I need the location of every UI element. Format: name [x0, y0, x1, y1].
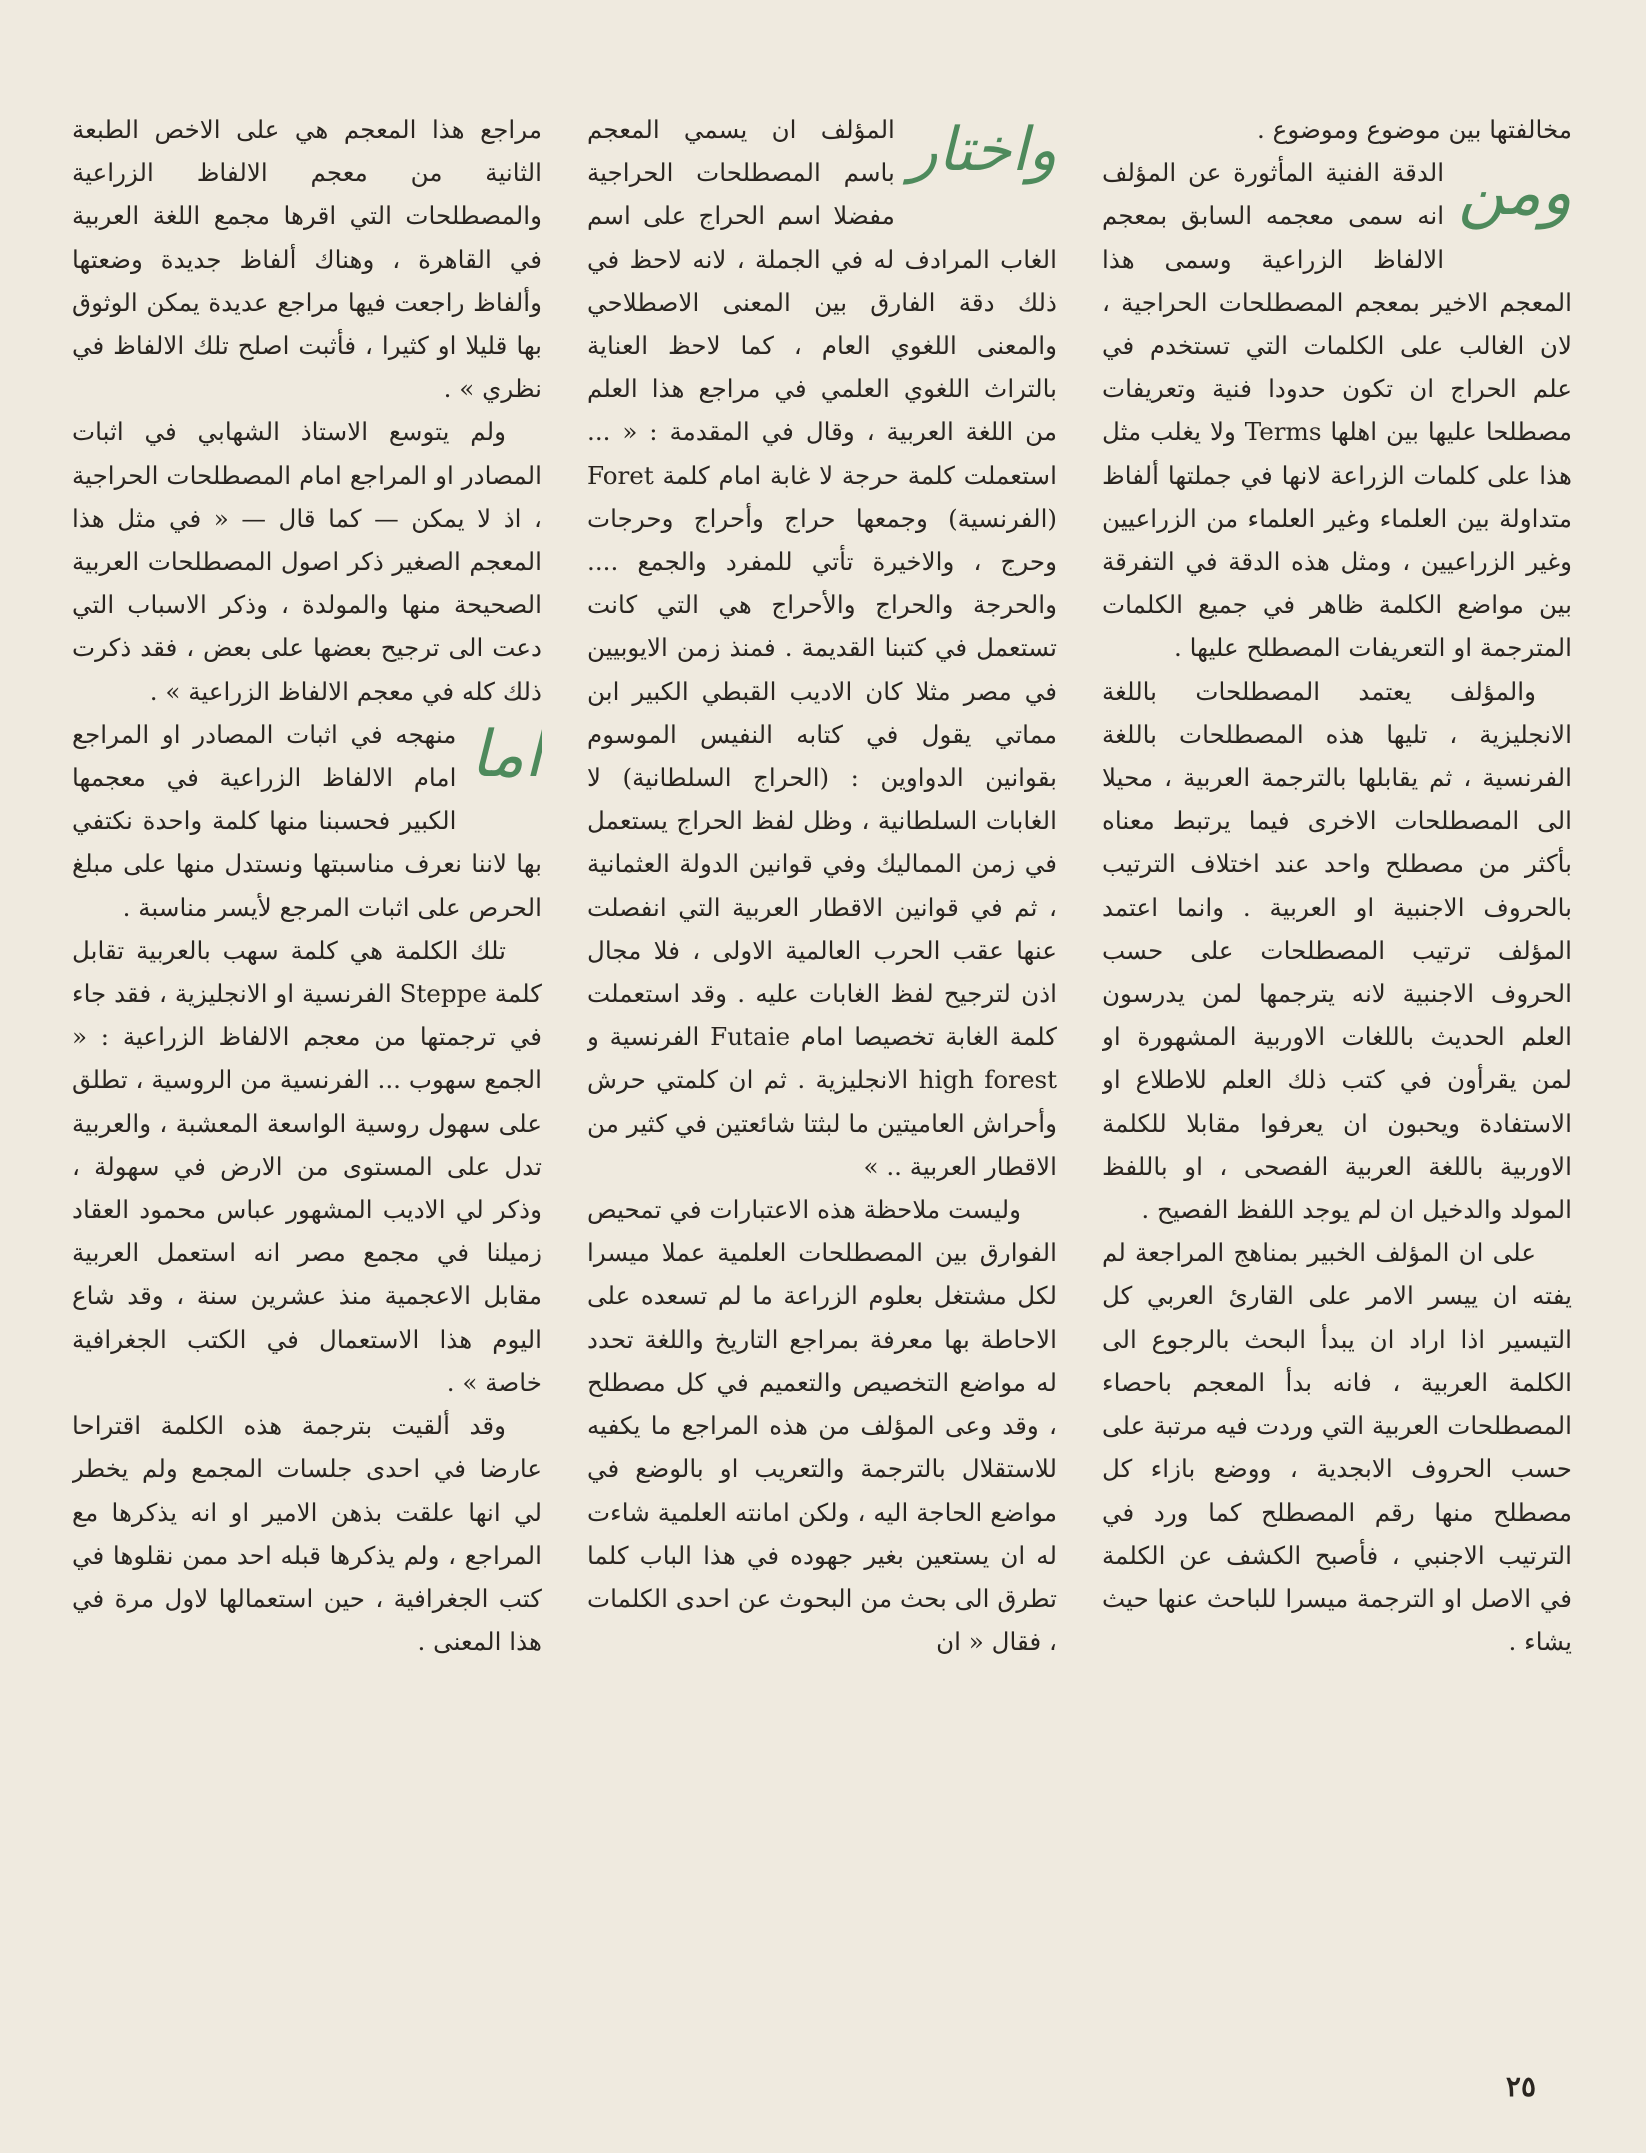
- column-middle: [587, 108, 1057, 2028]
- paragraph-text: وقد ألقيت بترجمة هذه الكلمة اقتراحا عارضا في احدى جلسات المجمع ولم يخطر لي انها علقت بذهن الامير او انه يذكرها مع المراجع ، ولم يذكرها قبله احد ممن نقلوها في كتب الجغرافية ، حين استعمالها لاول مرة في هذا المعنى .: [72, 1411, 542, 1657]
- paragraph: [1102, 670, 1572, 1232]
- dropcap-initial: واختار: [908, 115, 1057, 185]
- column-right: [1102, 108, 1572, 2028]
- paragraph: [1102, 151, 1572, 669]
- page-number: ٢٥: [1505, 2070, 1536, 2103]
- paragraph: [1102, 108, 1572, 151]
- paragraph-text: ولم يتوسع الاستاذ الشهابي في اثبات المصادر او المراجع امام المصطلحات الحراجية ، اذ لا يمكن — كما قال — « في مثل هذا المعجم الصغير ذكر اصول المصطلحات العربية الصحيحة منها والمولدة ، وذكر الاسباب التي دعت الى ترجيح بعضها على بعض ، فقد ذكرت ذلك كله في معجم الالفاظ الزراعية » .: [72, 417, 542, 706]
- dropcap-initial: اما: [470, 717, 542, 792]
- magazine-page: [72, 108, 1572, 2068]
- paragraph: [72, 1404, 542, 1663]
- paragraph-text: مخالفتها بين موضوع وموضوع .: [1257, 115, 1572, 144]
- paragraph: [72, 713, 542, 929]
- paragraph-text: منهجه في اثبات المصادر او المراجع امام الالفاظ الزراعية في معجمها الكبير فحسبنا منها كلمة واحدة نكتفي بها لاننا نعرف مناسبتها ونستدل منها على مبلغ الحرص على اثبات المرجع لأيسر مناسبة .: [72, 719, 542, 922]
- paragraph: [72, 929, 542, 1404]
- paragraph: [72, 410, 542, 712]
- paragraph-text: تلك الكلمة هي كلمة سهب بالعربية تقابل كلمة Steppe الفرنسية او الانجليزية ، فقد جاء في ترجمتها من معجم الالفاظ الزراعية : « الجمع سهوب ... الفرنسية من الروسية ، تطلق على سهول روسية الواسعة المعشبة ، والعربية تدل على المستوى من الارض في سهولة ، وذكر لي الاديب المشهور عباس محمود العقاد زميلنا في مجمع مصر انه استعمل العربية مقابل الاعجمية منذ عشرين سنة ، وقد شاع اليوم هذا الاستعمال في الكتب الجغرافية خاصة » .: [72, 935, 542, 1397]
- paragraph: [587, 1188, 1057, 1663]
- paragraph-text: وليست ملاحظة هذه الاعتبارات في تمحيص الفوارق بين المصطلحات العلمية عملا ميسرا لكل مشتغل بعلوم الزراعة ما لم تسعده على الاحاطة بها معرفة بمراجع التاريخ واللغة تحدد له مواضع التخصيص والتعميم في كل مصطلح ، وقد وعى المؤلف من هذه المراجع ما يكفيه للاستقلال بالترجمة والتعريب او بالوضع في مواضع الحاجة اليه ، ولكن امانته العلمية شاءت له ان يستعين بغير جهوده في هذا الباب كلما تطرق الى بحث من البحوث عن احدى الكلمات ، فقال « ان: [587, 1195, 1057, 1657]
- paragraph: [1102, 1231, 1572, 1663]
- paragraph: [587, 108, 1057, 1188]
- paragraph-text: المؤلف ان يسمي المعجم باسم المصطلحات الحراجية مفضلا اسم الحراج على اسم الغاب المرادف له في الجملة ، لانه لاحظ في ذلك دقة الفارق بين المعنى الاصطلاحي والمعنى اللغوي العام ، كما لاحظ العناية بالتراث اللغوي العلمي في مراجع هذا العلم من اللغة العربية ، وقال في المقدمة : « ... استعملت كلمة حرجة لا غابة امام كلمة Foret (الفرنسية) وجمعها حراج وأحراج وحرجات وحرج ، والاخيرة تأتي للمفرد والجمع .... والحرجة والحراج والأحراج هي التي كانت تستعمل في كتبنا القديمة . فمنذ زمن الايوبيين في مصر مثلا كان الاديب القبطي الكبير ابن مماتي يقول في كتابه النفيس الموسوم بقوانين الدواوين : (الحراج السلطانية) لا الغابات السلطانية ، وظل لفظ الحراج يستعمل في زمن المماليك وفي قوانين الدولة العثمانية ، ثم في قوانين الاقطار العربية التي انفصلت عنها عقب الحرب العالمية الاولى ، فلا مجال اذن لترجيح لفظ الغابات عليه . وقد استعملت كلمة الغابة تخصيصا امام Futaie الفرنسية و high forest الانجليزية . ثم ان كلمتي حرش وأحراش العاميتين ما لبثتا شائعتين في كثير من الاقطار العربية .. »: [587, 115, 1057, 1181]
- column-left: [72, 108, 542, 2028]
- dropcap-initial: ومن: [1458, 156, 1572, 231]
- paragraph-text: والمؤلف يعتمد المصطلحات باللغة الانجليزية ، تليها هذه المصطلحات باللغة الفرنسية ، ثم يقابلها بالترجمة العربية ، محيلا الى المصطلحات الاخرى فيما يرتبط معناه بأكثر من مصطلح واحد عند اختلاف الترتيب بالحروف الاجنبية او العربية . وانما اعتمد المؤلف ترتيب المصطلحات على حسب الحروف الاجنبية لانه يترجمها لمن يدرسون العلم الحديث باللغات الاوربية المشهورة او لمن يقرأون في كتب ذلك العلم للاطلاع او الاستفادة ويحبون ان يعرفوا مقابلا للكلمة الاوربية باللغة العربية الفصحى ، او باللفظ المولد والدخيل ان لم يوجد اللفظ الفصيح .: [1102, 676, 1572, 1225]
- paragraph-text: مراجع هذا المعجم هي على الاخص الطبعة الثانية من معجم الالفاظ الزراعية والمصطلحات التي اقرها مجمع اللغة العربية في القاهرة ، وهناك ألفاظ جديدة وضعتها وألفاظ راجعت فيها مراجع عديدة يمكن الوثوق بها قليلا او كثيرا ، فأثبت اصلح تلك الالفاظ في نظري » .: [72, 115, 542, 404]
- paragraph-text: الدقة الفنية المأثورة عن المؤلف انه سمى معجمه السابق بمعجم الالفاظ الزراعية وسمى هذا المعجم الاخير بمعجم المصطلحات الحراجية ، لان الغالب على الكلمات التي تستخدم في علم الحراج ان تكون حدودا فنية وتعريفات مصطلحا عليها بين اهلها Terms ولا يغلب مثل هذا على كلمات الزراعة لانها في جملتها ألفاظ متداولة بين العلماء وغير العلماء من الزراعيين وغير الزراعيين ، ومثل هذه الدقة في التفرقة بين مواضع الكلمة ظاهر في جميع الكلمات المترجمة او التعريفات المصطلح عليها .: [1102, 158, 1572, 663]
- paragraph-text: على ان المؤلف الخبير بمناهج المراجعة لم يفته ان ييسر الامر على القارئ العربي كل التيسير اذا اراد ان يبدأ البحث بالرجوع الى الكلمة العربية ، فانه بدأ المعجم باحصاء المصطلحات العربية التي وردت فيه مرتبة على حسب الحروف الابجدية ، ووضع بازاء كل مصطلح منها رقم المصطلح كما ورد في الترتيب الاجنبي ، فأصبح الكشف عن الكلمة في الاصل او الترجمة ميسرا للباحث عنها حيث يشاء .: [1102, 1238, 1572, 1657]
- paragraph: [72, 108, 542, 410]
